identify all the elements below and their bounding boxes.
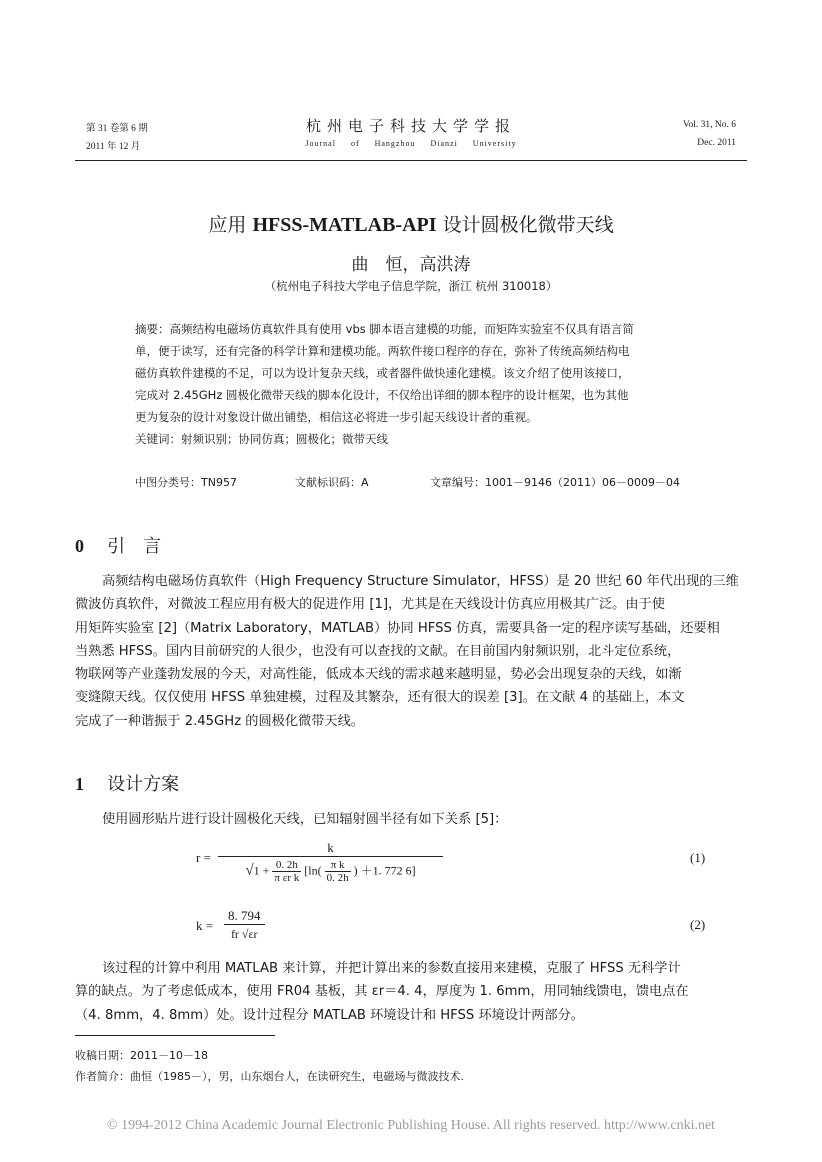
section-1-heading: 1 设计方案 xyxy=(75,774,180,795)
paper-title: 应用 HFSS-MATLAB-API 设计圆极化微带天线 xyxy=(208,214,614,236)
section-0-body xyxy=(75,570,747,733)
document-code: 文献标识码：A xyxy=(295,476,369,489)
paragraph-line: 当熟悉 HFSS。国内目前研究的人很少，也没有可以查找的文献。在目前国内射频识别，北斗定位系统， xyxy=(75,643,681,659)
paragraph-line: 物联网等产业蓬勃发展的今天，对高性能，低成本天线的需求越来越明显，势必会出现复杂的天线，如渐 xyxy=(75,667,682,683)
abstract xyxy=(135,318,687,450)
abstract-line: 单，便于读写，还有完备的科学计算和建模功能。两软件接口程序的存在，弥补了传统高频结构电 xyxy=(135,344,630,358)
section-1-body xyxy=(75,957,747,1027)
journal-title-cn: 杭州电子科技大学学报 xyxy=(305,117,516,135)
issue-date: 2011 年 12 月 xyxy=(86,142,141,152)
paragraph-line: 该过程的计算中利用 MATLAB 来计算，并把计算出来的参数直接用来建模，克服了 HFSS 无科学计 xyxy=(102,961,681,976)
keywords: 关键词：射频识别；协同仿真；圆极化；微带天线 xyxy=(135,432,388,446)
equation-2-number: (2) xyxy=(690,917,706,932)
footnote-rule xyxy=(75,1035,275,1036)
volume-label: Vol. 31, No. 6 xyxy=(682,120,736,130)
paragraph-line: 用矩阵实验室 [2]（Matrix Laboratory，MATLAB）协同 HFSS 仿真，需要具备一定的程序读写基础，还要相 xyxy=(75,620,720,636)
volume-date: Dec. 2011 xyxy=(697,138,736,148)
received-date: 收稿日期：2011－10－18 xyxy=(75,1049,208,1062)
paragraph-line: 变缝隙天线。仅仅使用 HFSS 单独建模，过程及其繁杂，还有很大的误差 [3]。在文献 4 的基础上，本文 xyxy=(75,690,685,706)
paragraph-line: 算的缺点。为了考虑低成本，使用 FR04 基板，其 εr＝4. 4，厚度为 1. 6mm，用同轴线馈电，馈电点在 xyxy=(75,984,689,1000)
abstract-line: 完成对 2.45GHz 圆极化微带天线的脚本化设计，不仅给出详细的脚本程序的设计框架，也为其他 xyxy=(135,388,629,402)
authors: 曲 恒，高洪涛 xyxy=(351,255,471,275)
header-rule xyxy=(75,160,747,161)
paragraph-line: 使用圆形贴片进行设计圆极化天线，已知辐射圆半径有如下关系 [5]： xyxy=(102,812,508,827)
journal-title-en: Journal of Hangzhou Dianzi University xyxy=(305,139,517,148)
equation-1-number: (1) xyxy=(690,850,706,865)
affiliation: （杭州电子科技大学电子信息学院，浙江 杭州 310018） xyxy=(264,279,558,293)
abstract-line: 磁仿真软件建模的不足，可以为设计复杂天线，或者器件做快速化建模。该文介绍了使用该接口， xyxy=(135,366,630,380)
copyright-notice: © 1994-2012 China Academic Journal Electronic Publishing House. All rights reserved. http://www.cnki.net xyxy=(106,1118,716,1133)
clc-number: 中图分类号：TN957 xyxy=(135,476,237,489)
section-0-heading: 0 引 言 xyxy=(75,536,162,557)
article-number: 文章编号：1001－9146（2011）06－0009－04 xyxy=(430,476,680,489)
abstract-line: 摘要：高频结构电磁场仿真软件具有使用 vbs 脚本语言建模的功能，而矩阵实验室不仅具有语言简 xyxy=(135,322,634,336)
paragraph-line: （4. 8mm，4. 8mm）处。设计过程分 MATLAB 环境设计和 HFSS 环境设计两部分。 xyxy=(75,1007,584,1023)
abstract-line: 更为复杂的设计对象设计做出铺垫，相信这必将进一步引起天线设计者的重视。 xyxy=(135,410,538,424)
author-bio: 作者简介：曲恒（1985－），男，山东烟台人，在读研究生，电磁场与微波技术. xyxy=(75,1070,464,1083)
paragraph-line: 完成了一种谐振于 2.45GHz 的圆极化微带天线。 xyxy=(75,713,364,729)
paragraph-line: 微波仿真软件，对微波工程应用有极大的促进作用 [1]，尤其是在天线设计仿真应用极其广泛。由于使 xyxy=(75,597,665,613)
section-1-intro xyxy=(75,808,747,831)
issue-label: 第 31 卷第 6 期 xyxy=(86,124,148,134)
paragraph-line: 高频结构电磁场仿真软件（High Frequency Structure Simulator，HFSS）是 20 世纪 60 年代出现的三维 xyxy=(102,574,739,589)
